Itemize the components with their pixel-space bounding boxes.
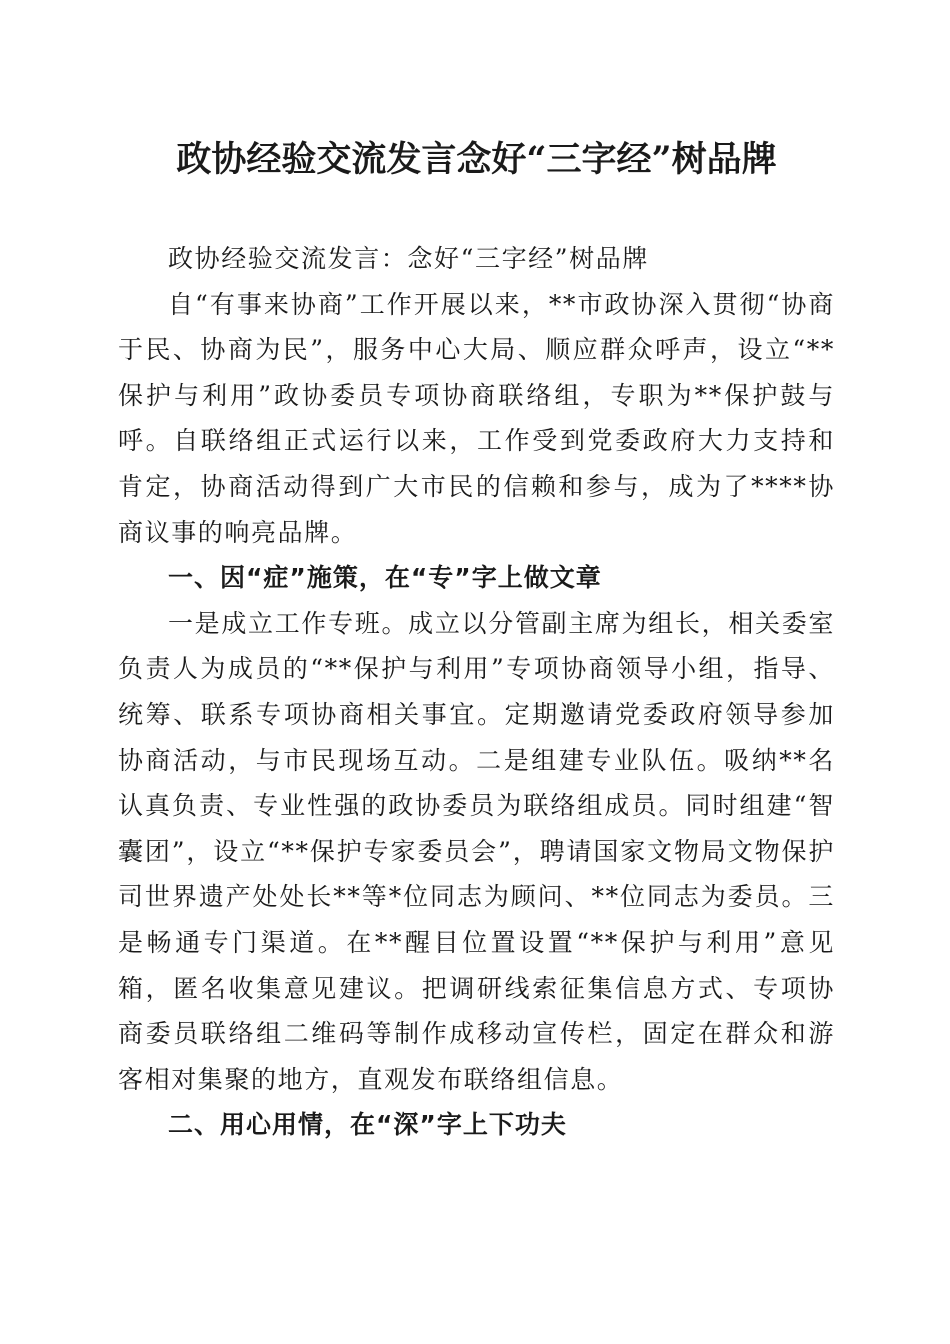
section-1-paragraph: 一是成立工作专班。成立以分管副主席为组长，相关委室负责人为成员的“**保护与利用”专项协商领导小组，指导、统筹、联系专项协商相关事宜。定期邀请党委政府领导参加协商活动，与市民现场互动。二是组建专业队伍。吸纳**名认真负责、专业性强的政协委员为联络组成员。同时组建“智囊团”，设立“**保护专家委员会”，聘请国家文物局文物保护司世界遗产处处长**等*位同志为顾问、**位同志为委员。三是畅通专门渠道。在**醒目位置设置“**保护与利用”意见箱，匿名收集意见建议。把调研线索征集信息方式、专项协商委员联络组二维码等制作成移动宣传栏，固定在群众和游客相对集聚的地方，直观发布联络组信息。 [118,608,835,1094]
subtitle-paragraph: 政协经验交流发言：念好“三字经”树品牌 [168,244,649,273]
section-heading-2: 二、用心用情，在“深”字上下功夫 [168,1110,567,1140]
section-heading-1: 一、因“症”施策，在“专”字上做文章 [168,563,602,593]
document-title: 政协经验交流发言念好“三字经”树品牌 [176,139,777,180]
intro-paragraph: 自“有事来协商”工作开展以来，**市政协深入贯彻“协商于民、协商为民”，服务中心大局、顺应群众呼声，设立“**保护与利用”政协委员专项协商联络组，专职为**保护鼓与呼。自联络组正式运行以来，工作受到党委政府大力支持和肯定，协商活动得到广大市民的信赖和参与，成为了****协商议事的响亮品牌。 [118,289,835,547]
document-body [118,236,835,1148]
